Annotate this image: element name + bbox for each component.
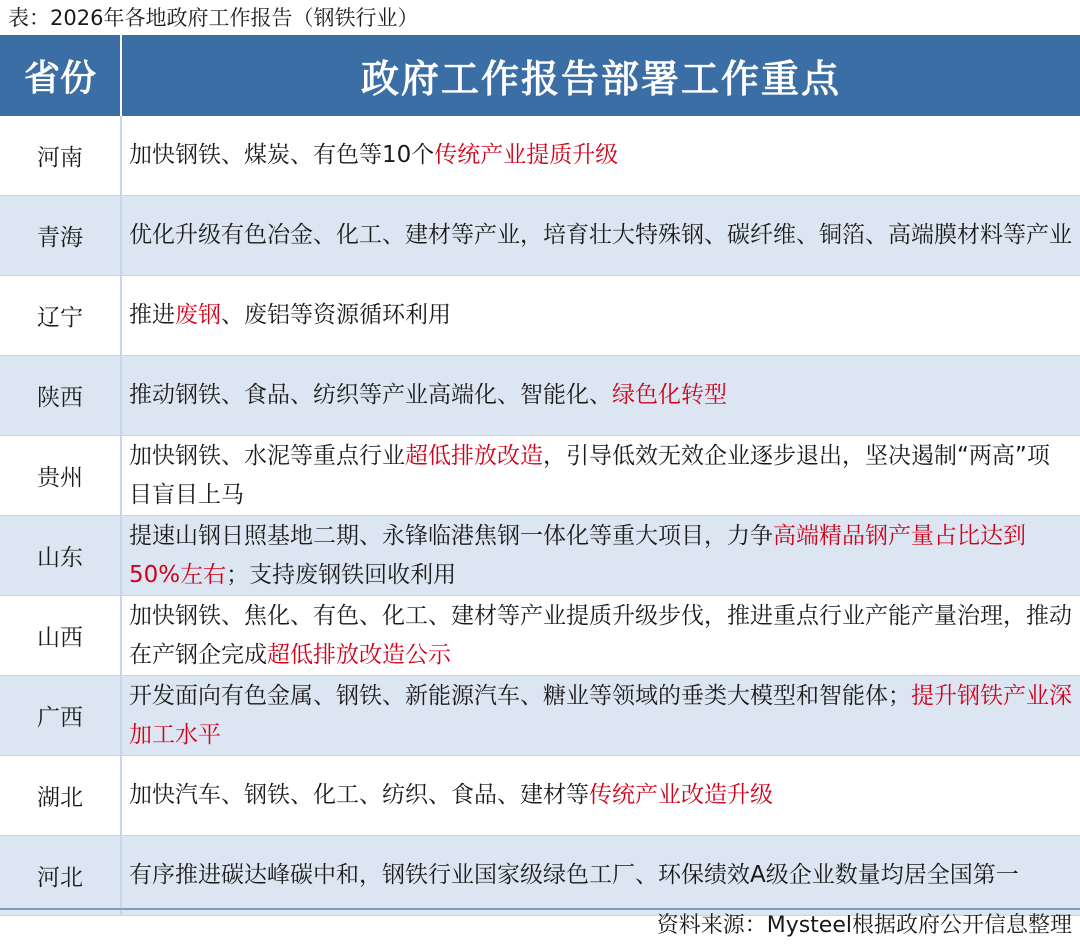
- body-text: 、废铝等资源循环利用: [221, 302, 451, 328]
- province-cell: 陕西: [0, 356, 121, 436]
- province-cell: 山东: [0, 516, 121, 596]
- table-row: [0, 516, 1080, 596]
- highlighted-text: 传统产业改造升级: [589, 782, 773, 808]
- focus-cell: [121, 756, 1080, 836]
- body-text: 推进: [129, 302, 175, 328]
- focus-cell: [121, 836, 1080, 916]
- province-cell: 河南: [0, 116, 121, 196]
- table-row: [0, 196, 1080, 276]
- highlighted-text: 高端精品钢产量占比达到50%左右: [129, 522, 1026, 588]
- table-row: [0, 356, 1080, 436]
- body-text: 开发面向有色金属、钢铁、新能源汽车、糖业等领域的垂类大模型和智能体；: [129, 682, 911, 709]
- province-cell: 辽宁: [0, 276, 121, 356]
- table-row: [0, 276, 1080, 356]
- table-row: [0, 756, 1080, 836]
- body-text: 加快钢铁、煤炭、有色等10个: [129, 142, 435, 168]
- body-text: 优化升级有色冶金、化工、建材等产业，培育壮大特殊钢、碳纤维、铜箔、高端膜材料等产业: [129, 222, 1072, 248]
- focus-cell: [121, 196, 1080, 276]
- body-text: ，引导低效无效企业逐步退出，坚决遏制“两高”项目盲目上马: [129, 442, 1050, 508]
- table-row: [0, 596, 1080, 676]
- column-header-focus: 政府工作报告部署工作重点: [121, 35, 1080, 116]
- source-note: 资料来源：Mysteel根据政府公开信息整理: [656, 913, 1072, 938]
- body-text: 加快钢铁、焦化、有色、化工、建材等产业提质升级步伐，推进重点行业产能产量治理，推动在产钢企完成: [129, 602, 1072, 668]
- province-cell: 青海: [0, 196, 121, 276]
- body-text: 加快钢铁、水泥等重点行业: [129, 442, 405, 469]
- table-row: [0, 116, 1080, 196]
- highlighted-text: 提升钢铁产业深加工水平: [129, 682, 1072, 748]
- highlighted-text: 废钢: [175, 302, 221, 328]
- policy-table: [0, 35, 1080, 916]
- table-row: [0, 836, 1080, 916]
- focus-cell: [121, 356, 1080, 436]
- province-cell: 湖北: [0, 756, 121, 836]
- body-text: ；支持废钢铁回收利用: [226, 561, 457, 588]
- highlighted-text: 超低排放改造: [405, 442, 543, 469]
- body-text: 提速山钢日照基地二期、永锋临港焦钢一体化等重大项目，力争: [129, 522, 773, 549]
- highlighted-text: 传统产业提质升级: [434, 142, 619, 168]
- column-header-province: 省份: [0, 35, 121, 116]
- province-cell: 河北: [0, 836, 121, 916]
- province-cell: 广西: [0, 676, 121, 756]
- province-cell: 山西: [0, 596, 121, 676]
- focus-cell: [121, 276, 1080, 356]
- table-body: [0, 116, 1080, 916]
- table-row: [0, 676, 1080, 756]
- table-row: [0, 436, 1080, 516]
- focus-cell: [121, 436, 1080, 516]
- table-bottom-rule: [0, 908, 1080, 910]
- province-cell: 贵州: [0, 436, 121, 516]
- focus-cell: [121, 596, 1080, 676]
- table-header: [0, 35, 1080, 116]
- focus-cell: [121, 676, 1080, 756]
- focus-cell: [121, 516, 1080, 596]
- table-caption: 表：2026年各地政府工作报告（钢铁行业）: [8, 6, 419, 30]
- highlighted-text: 绿色化转型: [612, 382, 727, 408]
- body-text: 推动钢铁、食品、纺织等产业高端化、智能化、: [129, 382, 612, 408]
- highlighted-text: 超低排放改造公示: [267, 641, 451, 668]
- body-text: 加快汽车、钢铁、化工、纺织、食品、建材等: [129, 782, 589, 808]
- focus-cell: [121, 116, 1080, 196]
- body-text: 有序推进碳达峰碳中和，钢铁行业国家级绿色工厂、环保绩效A级企业数量均居全国第一: [129, 862, 1019, 888]
